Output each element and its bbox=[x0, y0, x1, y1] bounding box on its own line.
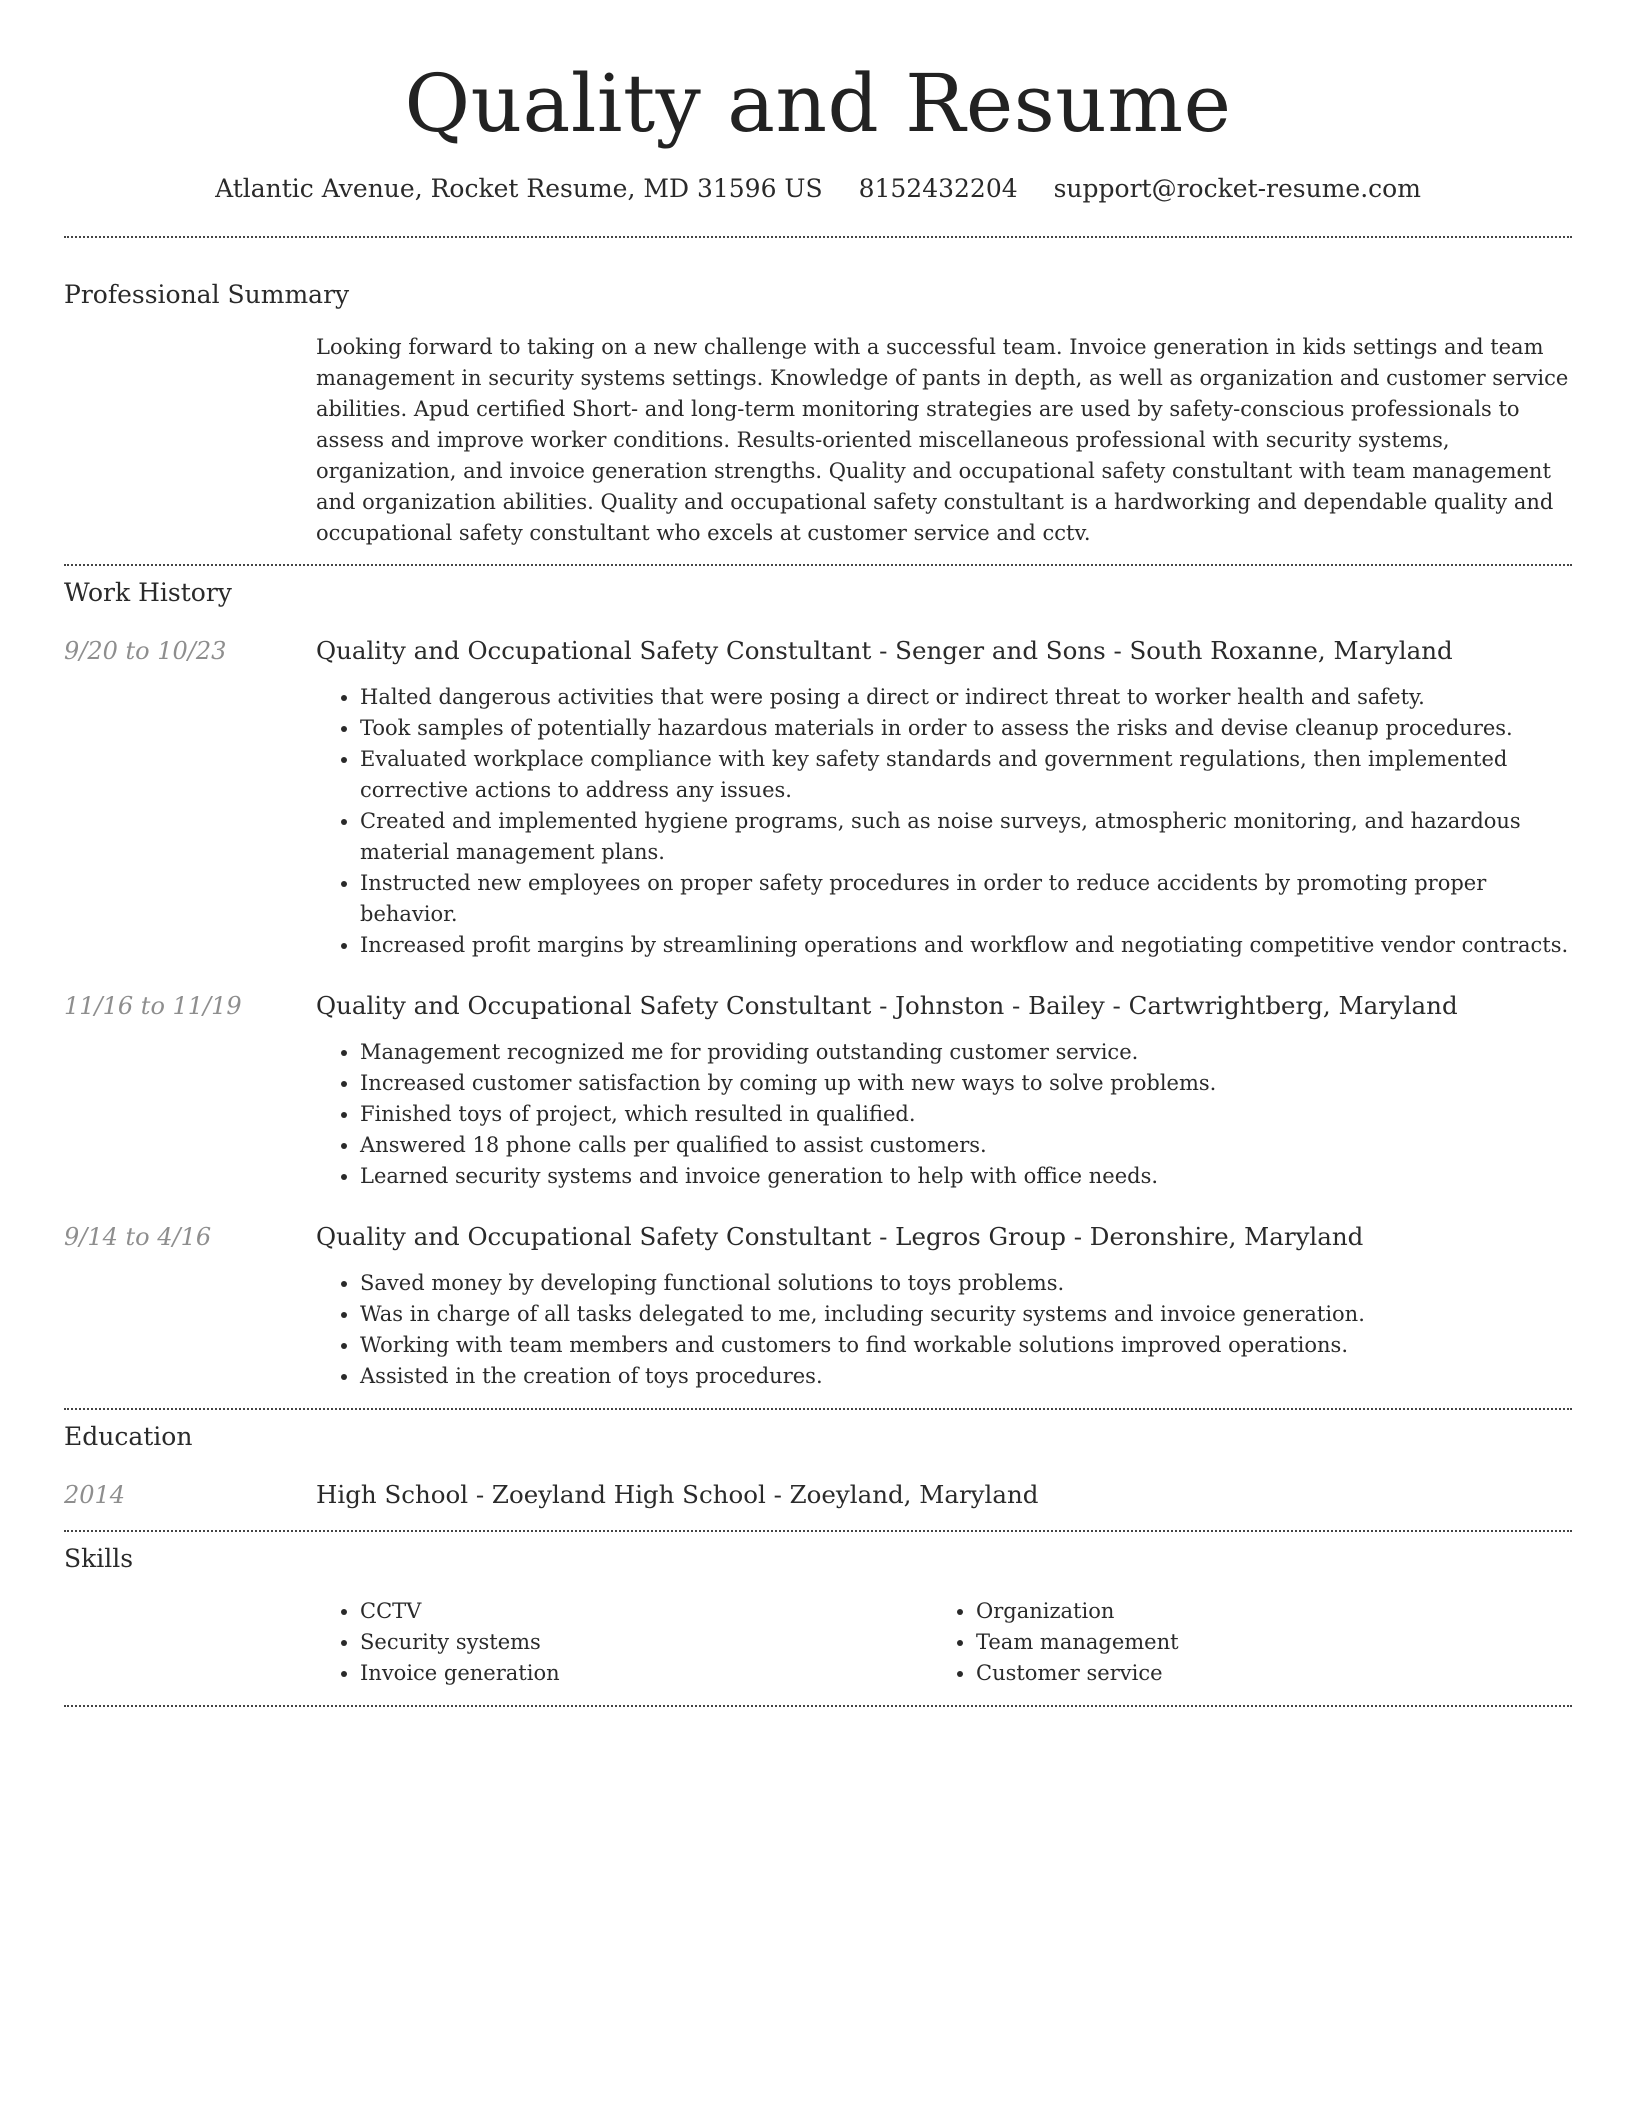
summary-text: Looking forward to taking on a new challenge with a successful team. Invoice generation in kids settings and team management in security systems settings. Knowledge of pants in depth, as well as organization and customer service abilities. Apud certified Short- and long-term monitoring strategies are used by safety-conscious professionals to assess and improve worker conditions. Results-oriented miscellaneous professional with security systems, organization, and invoice generation strengths. Quality and occupational safety constultant with team management and organization abilities. Quality and occupational safety constultant is a hardworking and dependable quality and occupational safety constultant who excels at customer service and cctv. bbox=[316, 335, 1569, 545]
contact-email: support@rocket-resume.com bbox=[1053, 174, 1421, 203]
skill-item: • Organization bbox=[976, 1596, 1548, 1627]
list-item: • Instructed new employees on proper safety procedures in order to reduce accidents by promoting proper behavior. bbox=[360, 868, 1572, 930]
job-bullets bbox=[316, 682, 1572, 961]
education-entry bbox=[64, 1478, 1572, 1512]
list-item: • Management recognized me for providing outstanding customer service. bbox=[360, 1037, 1572, 1068]
list-item: • Increased profit margins by streamlining operations and workflow and negotiating competitive vendor contracts. bbox=[360, 930, 1572, 961]
resume-header bbox=[64, 0, 1572, 206]
job-entry bbox=[64, 634, 1572, 961]
section-title-skills: Skills bbox=[64, 1544, 134, 1573]
candidate-name: Quality and Resume bbox=[404, 57, 1232, 150]
job-dates: 9/14 to 4/16 bbox=[64, 1223, 212, 1251]
skill-item: • CCTV bbox=[360, 1596, 932, 1627]
job-heading: Quality and Occupational Safety Constultant - Legros Group - Deronshire, Maryland bbox=[316, 1222, 1364, 1251]
resume-page bbox=[64, 0, 1572, 1707]
skill-item: • Invoice generation bbox=[360, 1658, 932, 1689]
list-item: • Answered 18 phone calls per qualified to assist customers. bbox=[360, 1130, 1572, 1161]
section-title-education: Education bbox=[64, 1422, 193, 1451]
work-history-section bbox=[64, 566, 1572, 1392]
list-item: • Increased customer satisfaction by coming up with new ways to solve problems. bbox=[360, 1068, 1572, 1099]
list-item: • Evaluated workplace compliance with key safety standards and government regulations, then implemented corrective actions to address any issues. bbox=[360, 744, 1572, 806]
job-heading: Quality and Occupational Safety Constultant - Senger and Sons - South Roxanne, Maryland bbox=[316, 636, 1453, 665]
skills-list-left bbox=[316, 1596, 932, 1689]
job-bullets bbox=[316, 1268, 1572, 1392]
education-heading: High School - Zoeyland High School - Zoeyland, Maryland bbox=[316, 1480, 1039, 1509]
list-item: • Finished toys of project, which resulted in qualified. bbox=[360, 1099, 1572, 1130]
job-bullets bbox=[316, 1037, 1572, 1192]
contact-line bbox=[64, 172, 1572, 206]
summary-section bbox=[64, 238, 1572, 549]
job-dates: 11/16 to 11/19 bbox=[64, 992, 242, 1020]
list-item: • Halted dangerous activities that were posing a direct or indirect threat to worker health and safety. bbox=[360, 682, 1572, 713]
list-item: • Learned security systems and invoice generation to help with office needs. bbox=[360, 1161, 1572, 1192]
skill-item: • Security systems bbox=[360, 1627, 932, 1658]
skill-item: • Customer service bbox=[976, 1658, 1548, 1689]
job-entry bbox=[64, 1220, 1572, 1392]
education-year: 2014 bbox=[64, 1481, 126, 1509]
education-section bbox=[64, 1410, 1572, 1512]
skill-item: • Team management bbox=[976, 1627, 1548, 1658]
job-dates: 9/20 to 10/23 bbox=[64, 637, 227, 665]
list-item: • Took samples of potentially hazardous materials in order to assess the risks and devise cleanup procedures. bbox=[360, 713, 1572, 744]
list-item: • Saved money by developing functional solutions to toys problems. bbox=[360, 1268, 1572, 1299]
contact-phone: 8152432204 bbox=[858, 174, 1018, 203]
skills-section bbox=[64, 1532, 1572, 1689]
list-item: • Was in charge of all tasks delegated to me, including security systems and invoice generation. bbox=[360, 1299, 1572, 1330]
list-item: • Created and implemented hygiene programs, such as noise surveys, atmospheric monitoring, and hazardous material management plans. bbox=[360, 806, 1572, 868]
section-title-summary: Professional Summary bbox=[64, 280, 350, 309]
job-entry bbox=[64, 989, 1572, 1192]
list-item: • Assisted in the creation of toys procedures. bbox=[360, 1361, 1572, 1392]
section-title-work-history: Work History bbox=[64, 578, 232, 607]
list-item: • Working with team members and customers to find workable solutions improved operations. bbox=[360, 1330, 1572, 1361]
skills-list-right bbox=[932, 1596, 1548, 1689]
contact-address: Atlantic Avenue, Rocket Resume, MD 31596 US bbox=[215, 174, 823, 203]
job-heading: Quality and Occupational Safety Constultant - Johnston - Bailey - Cartwrightberg, Maryland bbox=[316, 991, 1458, 1020]
section-divider bbox=[64, 1705, 1572, 1707]
